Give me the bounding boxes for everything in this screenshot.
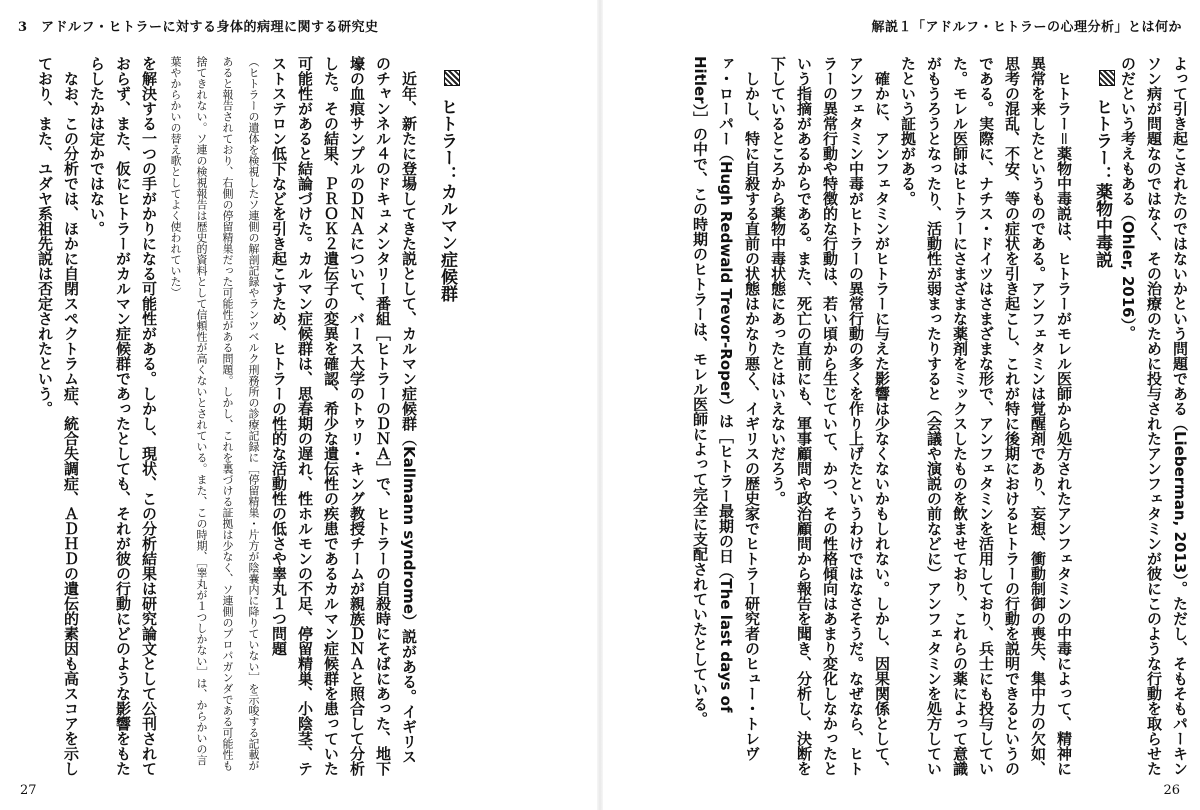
section-mark-icon: [444, 70, 460, 86]
paragraph: 確かに、アンフェタミンがヒトラーに与えた影響は少なくないかもしれない。しかし、因果関係として、アンフェタミン中毒がヒトラーの異常行動の多くを作り上げたというわけではなさそうだ。なぜなら、ヒトラーの異常行動や特徴的な行動は、若い頃から生じていて、かつ、その性格傾向はあまり変化しなかったという指摘があるからである。また、死亡の直前にも、軍事顧問や政治顧問から報告を聞き、分析し、決断を下しているところから薬物中毒状態にあったとはいえないだろう。: [769, 56, 891, 776]
paragraph: なお、この分析では、ほかに自閉スペクトラム症、統合失調症、ＡＤＨＤの遺伝的素因も高スコアを示しており、また、ユダヤ系祖先説は否定されたという。: [36, 56, 80, 776]
page-number-left: 27: [20, 783, 37, 798]
section-heading-text: ヒトラー：カルマン症候群: [437, 97, 457, 302]
running-head-left: 3 アドルフ・ヒトラーに対する身体的病理に関する研究史: [18, 20, 379, 35]
paragraph: しかし、特に自殺する直前の状態はかなり悪く、イギリスの歴史家でヒトラー研究者のヒュー・トレヴァ・ローパー（Hugh Redwald Trevor-Roper）は［ヒトラー最期の日（The last days of Hitler）］の中で、この時期のヒトラーは、モレル医師によって完全に支配されていたとしている。: [691, 56, 761, 761]
section-heading-text: ヒトラー：薬物中毒説: [1092, 97, 1112, 268]
paragraph: 近年、新たに登場してきた説として、カルマン症候群（Kallmann syndrome）説がある。イギリスのチャンネル４のドキュメンタリー番組［ヒトラーのＤＮＡ］で、ヒトラーの自殺時にそばにあった、地下壕の血痕サンプルのＤＮＡについて、バース大学のトゥリ・キング教授チームが親族ＤＮＡと照合して分析した。その結果、ＰＲＯＫ２遺伝子の変異を確認、希少な遺伝性の疾患であるカルマン症候群を患っていた可能性があると結論づけた。カルマン症候群は、思春期の遅れ、性ホルモンの不足、停留精巣、小陰茎、テストステロン低下などを引き起こすため、ヒトラーの性的な活動性の低さや睾丸１つ問題: [270, 56, 418, 776]
right-page: [603, 0, 1200, 810]
running-head-right: 解説１「アドルフ・ヒトラーの心理分析」とは何か: [871, 20, 1182, 35]
page-number-right: 26: [1163, 783, 1180, 798]
right-text-block: [673, 56, 1193, 776]
paragraph-continuation: よって引き起こされたのではないかという問題である（Lieberman, 2013）。ただし、そもそもパーキンソン病が問題なのではなく、その治療のために投与されたアンフェタミンが彼にこのような行動を取らせたのだという考えもある（Ohler, 2016）。: [1119, 56, 1189, 776]
left-text-block: [36, 56, 460, 776]
paragraph: ヒトラー＝薬物中毒説は、ヒトラーがモレル医師から処方されたアンフェタミンの中毒によって、精神に異常を来したというものである。アンフェタミンは覚醒剤であり、妄想、衝動制御の喪失、集中力の欠如、思考の混乱、不安、等の症状を引き起こし、これが特に後期におけるヒトラーの行動を説明できるというのである。実際に、ナチス・ドイツはさまざまな形で、アンフェタミンを活用しており、兵士にも投与していた。モレル医師はヒトラーにさまざまな薬剤をミックスしたものを飲ませており、これらの薬によって意識がもうろうとなったり、活動性が弱まったりすると（会議や演説の前などに）アンフェタミンを処方していたという証拠がある。: [899, 56, 1073, 777]
paragraph: を解決する一つの手がかりになる可能性がある。しかし、現状、この分析結果は研究論文として公刊されておらず、また、仮にヒトラーがカルマン症候群であったとしても、それが彼の行動にどのような影響をもたらしたかは定かではない。: [88, 56, 158, 776]
section-mark-icon: [1099, 70, 1115, 86]
paragraph-note: （ヒトラーの遺体を検視したソ連側の解剖記録やランツベルク刑務所の診療記録に［停留精巣・片方が陰嚢内に降りていない］を示唆する記載があると報告されており、右側の停留精巣だった可能性がある問題。しかし、これを裏づける証拠は少なく、ソ連側のプロパガンダである可能性も捨てきれない。ソ連の検視報告は歴史的資料として信頼性が高くないとされている。また、この時期、［睾丸が１つしかない］は、からかいの言葉やからかいの替え歌としてよく使われていた）: [169, 56, 260, 771]
section-heading-drug: [1089, 56, 1115, 776]
section-heading-kallmann: [434, 56, 460, 776]
left-page: [0, 0, 597, 810]
